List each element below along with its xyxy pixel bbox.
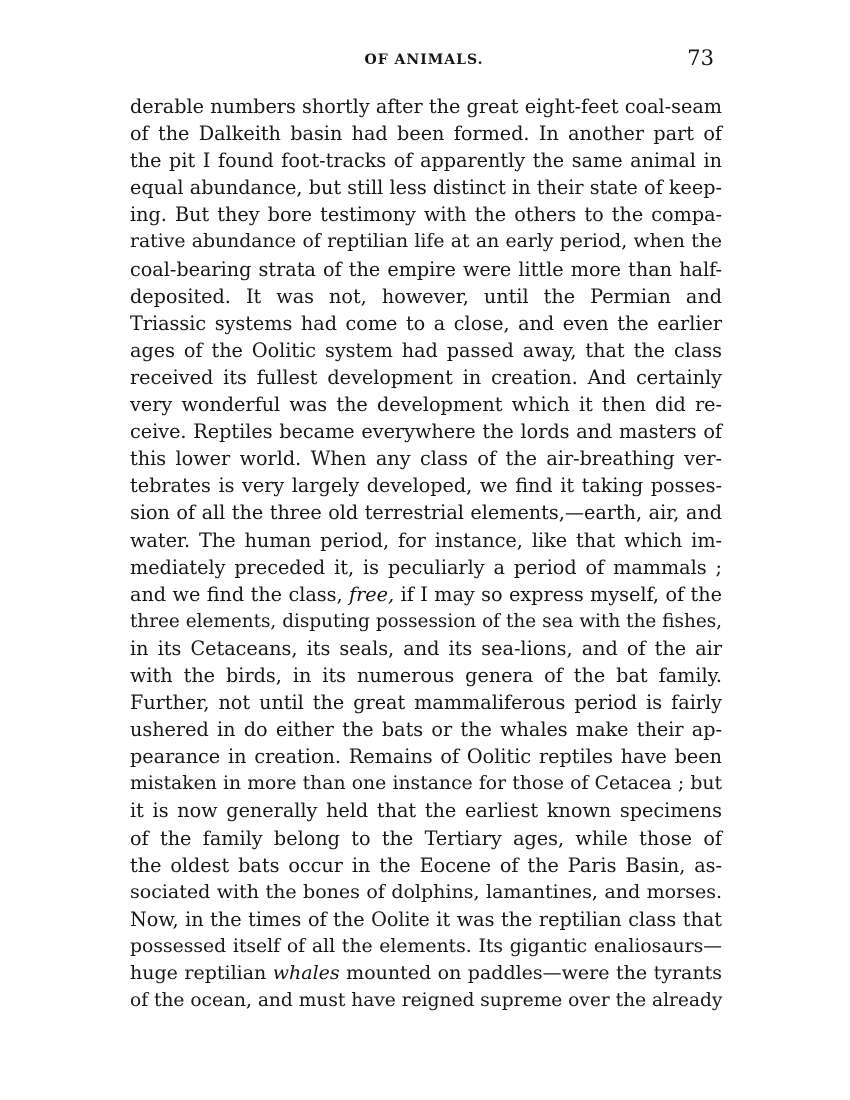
- text-line: ushered in do either the bats or the whales make their ap-: [130, 718, 722, 742]
- text-line: sion of all the three old terrestrial elements,—earth, air, and: [130, 501, 722, 525]
- italic-word: whales: [272, 962, 340, 984]
- text-line: possessed itself of all the elements. Its gigantic enaliosaurs—: [130, 935, 722, 957]
- text-line: the pit I found foot-tracks of apparently the same animal in: [130, 149, 722, 173]
- text-segment: mounted on paddles—were the tyrants: [339, 962, 722, 984]
- page-number: 73: [687, 46, 714, 70]
- text-segment: and we find the class,: [130, 582, 350, 606]
- text-line: ing. But they bore testimony with the others to the compa-: [130, 203, 722, 227]
- text-line: very wonderful was the development which it then did re-: [130, 393, 722, 417]
- text-line: this lower world. When any class of the air-breathing ver-: [130, 447, 722, 471]
- text-line: mistaken in more than one instance for those of Cetacea ; but: [130, 773, 722, 795]
- text-line: ceive. Reptiles became everywhere the lords and masters of: [130, 420, 722, 444]
- text-line: rative abundance of reptilian life at an early period, when the: [130, 231, 722, 253]
- text-line: of the Dalkeith basin had been formed. In another part of: [130, 122, 722, 146]
- text-line: equal abundance, but still less distinct in their state of keep-: [130, 176, 722, 200]
- text-line: three elements, disputing possession of the sea with the fishes,: [130, 610, 722, 632]
- text-line: with the birds, in its numerous genera of the bat family.: [130, 663, 722, 687]
- text-line: derable numbers shortly after the great eight-feet coal-seam: [130, 95, 722, 118]
- text-line: pearance in creation. Remains of Oolitic reptiles have been: [130, 745, 722, 769]
- text-line: of the family belong to the Tertiary ages, while those of: [130, 826, 722, 850]
- text-line: ages of the Oolitic system had passed away, that the class: [130, 338, 722, 362]
- text-line: it is now generally held that the earliest known specimens: [130, 799, 722, 823]
- text-line: in its Cetaceans, its seals, and its sea-lions, and of the air: [130, 636, 722, 660]
- text-line: [130, 960, 722, 987]
- text-line: Now, in the times of the Oolite it was the reptilian class that: [130, 907, 722, 931]
- text-line: Further, not until the great mammaliferous period is fairly: [130, 691, 722, 715]
- text-line: coal-bearing strata of the empire were little more than half-: [130, 257, 722, 281]
- running-head: OF ANIMALS.: [364, 52, 484, 68]
- text-line: of the ocean, and must have reigned supreme over the already: [130, 990, 723, 1012]
- italic-word: free,: [349, 582, 395, 606]
- text-segment: if I may so express myself, of the: [394, 582, 722, 606]
- text-line: mediately preceded it, is peculiarly a period of mammals ;: [130, 555, 722, 579]
- text-line: deposited. It was not, however, until the Permian and: [130, 284, 722, 308]
- text-line: received its fullest development in creation. And certainly: [130, 365, 722, 389]
- text-segment: huge reptilian: [130, 962, 273, 984]
- text-line: Triassic systems had come to a close, and even the earlier: [130, 311, 722, 335]
- text-line: sociated with the bones of dolphins, lamantines, and morses.: [130, 880, 722, 903]
- body-text: [130, 93, 722, 1014]
- text-line: water. The human period, for instance, like that which im-: [130, 528, 722, 552]
- text-line: [130, 581, 722, 608]
- page-header: [128, 44, 720, 74]
- text-line: tebrates is very largely developed, we find it taking posses-: [130, 474, 722, 498]
- text-line: the oldest bats occur in the Eocene of the Paris Basin, as-: [130, 853, 722, 877]
